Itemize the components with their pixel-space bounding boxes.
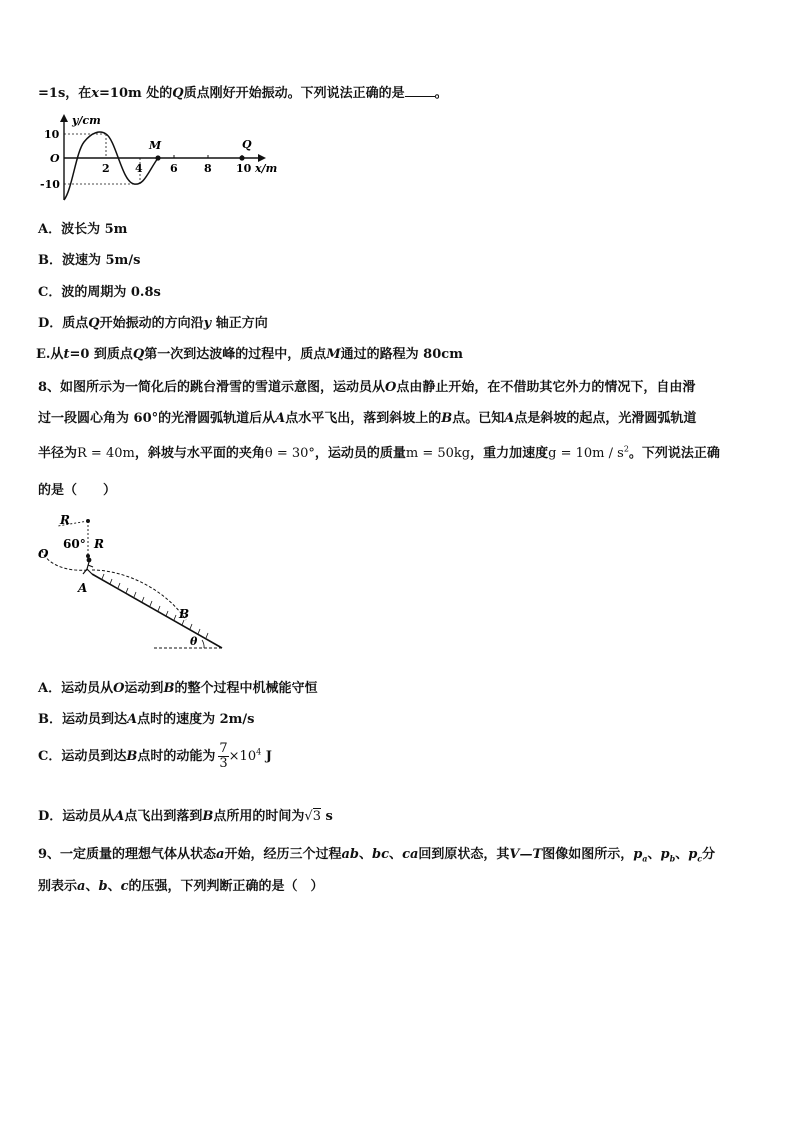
stem-text: 的压强，下列判断正确的是（ ） [128, 879, 324, 894]
tick-neg10: -10 [40, 178, 60, 191]
question-8-stem-line4 [38, 479, 116, 498]
unit-text: s [320, 809, 333, 824]
option-text: A．运动员从 [38, 681, 114, 696]
power-base: ×10 [228, 749, 257, 764]
subscript-c: c [697, 853, 703, 864]
var-b: B [163, 681, 175, 696]
angle-arc [202, 640, 204, 648]
option-text: 开始振动的方向沿 [99, 316, 204, 331]
stem-text: 8、如图所示为一简化后的跳台滑雪的雪道示意图，运动员从 [38, 380, 386, 395]
var-p: p [633, 847, 643, 862]
sqrt-symbol: √ [304, 809, 313, 824]
power-exponent: 4 [256, 747, 262, 757]
stem-text: 。 [434, 86, 448, 101]
var-p: p [660, 847, 670, 862]
stem-text: 开始，经历三个过程 [224, 847, 342, 862]
wave-graph [36, 112, 286, 208]
skier-icon [83, 558, 93, 574]
label-b: B [179, 607, 190, 621]
var-o: O [113, 681, 125, 696]
option-text: E.从 [36, 347, 64, 362]
option-text: D．运动员从 [38, 809, 115, 824]
var-c: c [120, 879, 129, 894]
stem-text: 。下列说法正确 [628, 446, 720, 461]
label-r1: R [60, 513, 70, 527]
var-q: Q [88, 316, 100, 331]
separator: 、 [389, 847, 403, 862]
question-9-stem-line1: 9、一定质量的理想气体从状态a开始，经历三个过程ab、bc、ca回到原状态，其V—T图像如图所示，$p_a$、$p_b$、$p_c$分 [38, 847, 716, 864]
label-o: O [38, 547, 49, 561]
var-a: A [504, 411, 515, 426]
option-text: B．运动员到达 [38, 712, 127, 727]
stem-text: ，运动员的质量 [314, 446, 406, 461]
var-a: A [114, 809, 125, 824]
option-text: 点时的速度为 2m/s [137, 712, 255, 727]
tick-x-4: 4 [135, 162, 143, 175]
label-m: M [149, 139, 162, 152]
stem-text: 别表示 [38, 879, 78, 894]
origin-label: O [50, 152, 60, 165]
var-a: a [77, 879, 86, 894]
var-t: t [63, 347, 70, 362]
q7-option-d[interactable] [38, 312, 268, 331]
var-m: M [326, 347, 341, 362]
var-b: B [441, 411, 453, 426]
var-a: A [127, 712, 138, 727]
option-text: C．运动员到达 [38, 749, 127, 764]
tick-x-10: 10 [236, 162, 252, 175]
wave-curve [64, 132, 158, 200]
label-q: Q [242, 138, 252, 151]
answer-blank [405, 84, 435, 97]
gravity-exponent: 2 [623, 444, 629, 454]
stem-text: 点。已知 [452, 411, 505, 426]
option-text: 第一次到达波峰的过程中，质点 [144, 347, 327, 362]
var-b: B [126, 749, 138, 764]
question-8-stem-line2 [38, 407, 696, 426]
stem-text: 点是斜坡的起点，光滑圆弧轨道 [514, 411, 697, 426]
var-a: a [216, 847, 225, 862]
separator: 、 [359, 847, 373, 862]
q7-option-c[interactable] [38, 281, 161, 300]
stem-text: 9、一定质量的理想气体从状态 [38, 847, 217, 862]
label-theta: θ [190, 635, 198, 648]
q8-option-c[interactable] [38, 742, 272, 771]
stem-text: 分 [702, 847, 716, 862]
option-text: C．波的周期为 0.8s [38, 285, 161, 300]
radius-equation: R = 40m [77, 446, 135, 461]
stem-text: 过一段圆心角为 60°的光滑圆弧轨道后从 [38, 411, 276, 426]
option-text: 轴正方向 [211, 316, 268, 331]
angle-equation: θ = 30° [264, 446, 315, 461]
option-text: 点飞出到落到 [124, 809, 203, 824]
option-text: 运动到 [124, 681, 164, 696]
tick-x-8: 8 [204, 162, 212, 175]
q7-option-b[interactable] [38, 249, 140, 268]
gravity-equation: g = 10m / s [548, 446, 624, 461]
fraction-seven-thirds [218, 742, 228, 771]
option-text: B．波速为 5m/s [38, 253, 141, 268]
stem-text: 质点刚好开始振动。下列说法正确的是 [183, 86, 405, 101]
sqrt-radicand: 3 [312, 809, 321, 824]
tick-x-6: 6 [170, 162, 178, 175]
arc-track [42, 550, 88, 570]
fraction-numerator: 7 [219, 741, 228, 756]
stem-text: 半径为 [38, 446, 78, 461]
vt-label: V—T [509, 847, 543, 862]
option-text: 通过的路程为 80cm [340, 347, 463, 362]
stem-text: 回到原状态，其 [418, 847, 510, 862]
var-b: B [202, 809, 214, 824]
ski-jump-figure [36, 512, 226, 652]
option-text: D．质点 [38, 316, 89, 331]
option-text: 的整个过程中机械能守恒 [174, 681, 318, 696]
var-p: p [688, 847, 698, 862]
var-b: b [98, 879, 108, 894]
process-ab: ab [341, 847, 360, 862]
stem-text: ，重力加速度 [470, 446, 549, 461]
label-a: A [78, 581, 88, 595]
var-x: x [91, 86, 100, 101]
question-8-stem-line1 [38, 376, 695, 395]
x-axis-label: x/m [255, 162, 278, 175]
option-text: 点所用的时间为 [213, 809, 305, 824]
slope-hatching [102, 574, 208, 638]
stem-text: 图像如图所示， [542, 847, 634, 862]
subscript-b: b [669, 853, 676, 864]
unit-text: J [261, 749, 272, 764]
point-q [239, 155, 244, 160]
stem-text: 点由静止开始，在不借助其它外力的情况下，自由滑 [396, 380, 696, 395]
stem-text: 点水平飞出，落到斜坡上的 [285, 411, 442, 426]
question-9-stem-line2: 别表示a、b、c的压强，下列判断正确的是（ ） [38, 879, 324, 894]
y-axis-arrow [60, 114, 68, 122]
option-text: =0 到质点 [69, 347, 133, 362]
subscript-a: a [642, 853, 648, 864]
mass-equation: m = 50kg [405, 446, 471, 461]
q7-option-a[interactable] [38, 218, 127, 237]
slope-line [92, 574, 222, 648]
q8-option-b[interactable] [38, 708, 255, 727]
x-axis-arrow [258, 154, 266, 162]
stem-text: =10m 处的 [99, 86, 173, 101]
stem-text: 的是（ ） [38, 483, 117, 498]
var-o: O [385, 380, 397, 395]
point-m [155, 155, 160, 160]
axis-point [86, 554, 90, 558]
q8-option-d[interactable] [38, 805, 333, 824]
fraction-denominator: 3 [219, 756, 228, 771]
q8-option-a[interactable] [38, 677, 317, 696]
process-ca: ca [402, 847, 419, 862]
question-7-stem [38, 82, 448, 101]
trajectory [92, 570, 186, 620]
option-text: A．波长为 5m [38, 222, 128, 237]
stem-text: =1s，在 [38, 86, 92, 101]
label-r2: R [94, 537, 104, 551]
center-point [86, 519, 90, 523]
q7-option-e[interactable] [36, 343, 463, 362]
y-axis-label: y/cm [72, 114, 101, 127]
process-bc: bc [372, 847, 390, 862]
tick-10: 10 [44, 128, 60, 141]
var-y: y [203, 316, 212, 331]
tick-x-2: 2 [102, 162, 110, 175]
stem-text: ，斜坡与水平面的夹角 [134, 446, 265, 461]
option-text: 点时的动能为 [137, 749, 216, 764]
label-angle: 60° [63, 537, 86, 551]
var-q: Q [132, 347, 145, 362]
var-a: A [275, 411, 286, 426]
var-q: Q [172, 86, 184, 101]
question-8-stem-line3 [38, 442, 720, 461]
